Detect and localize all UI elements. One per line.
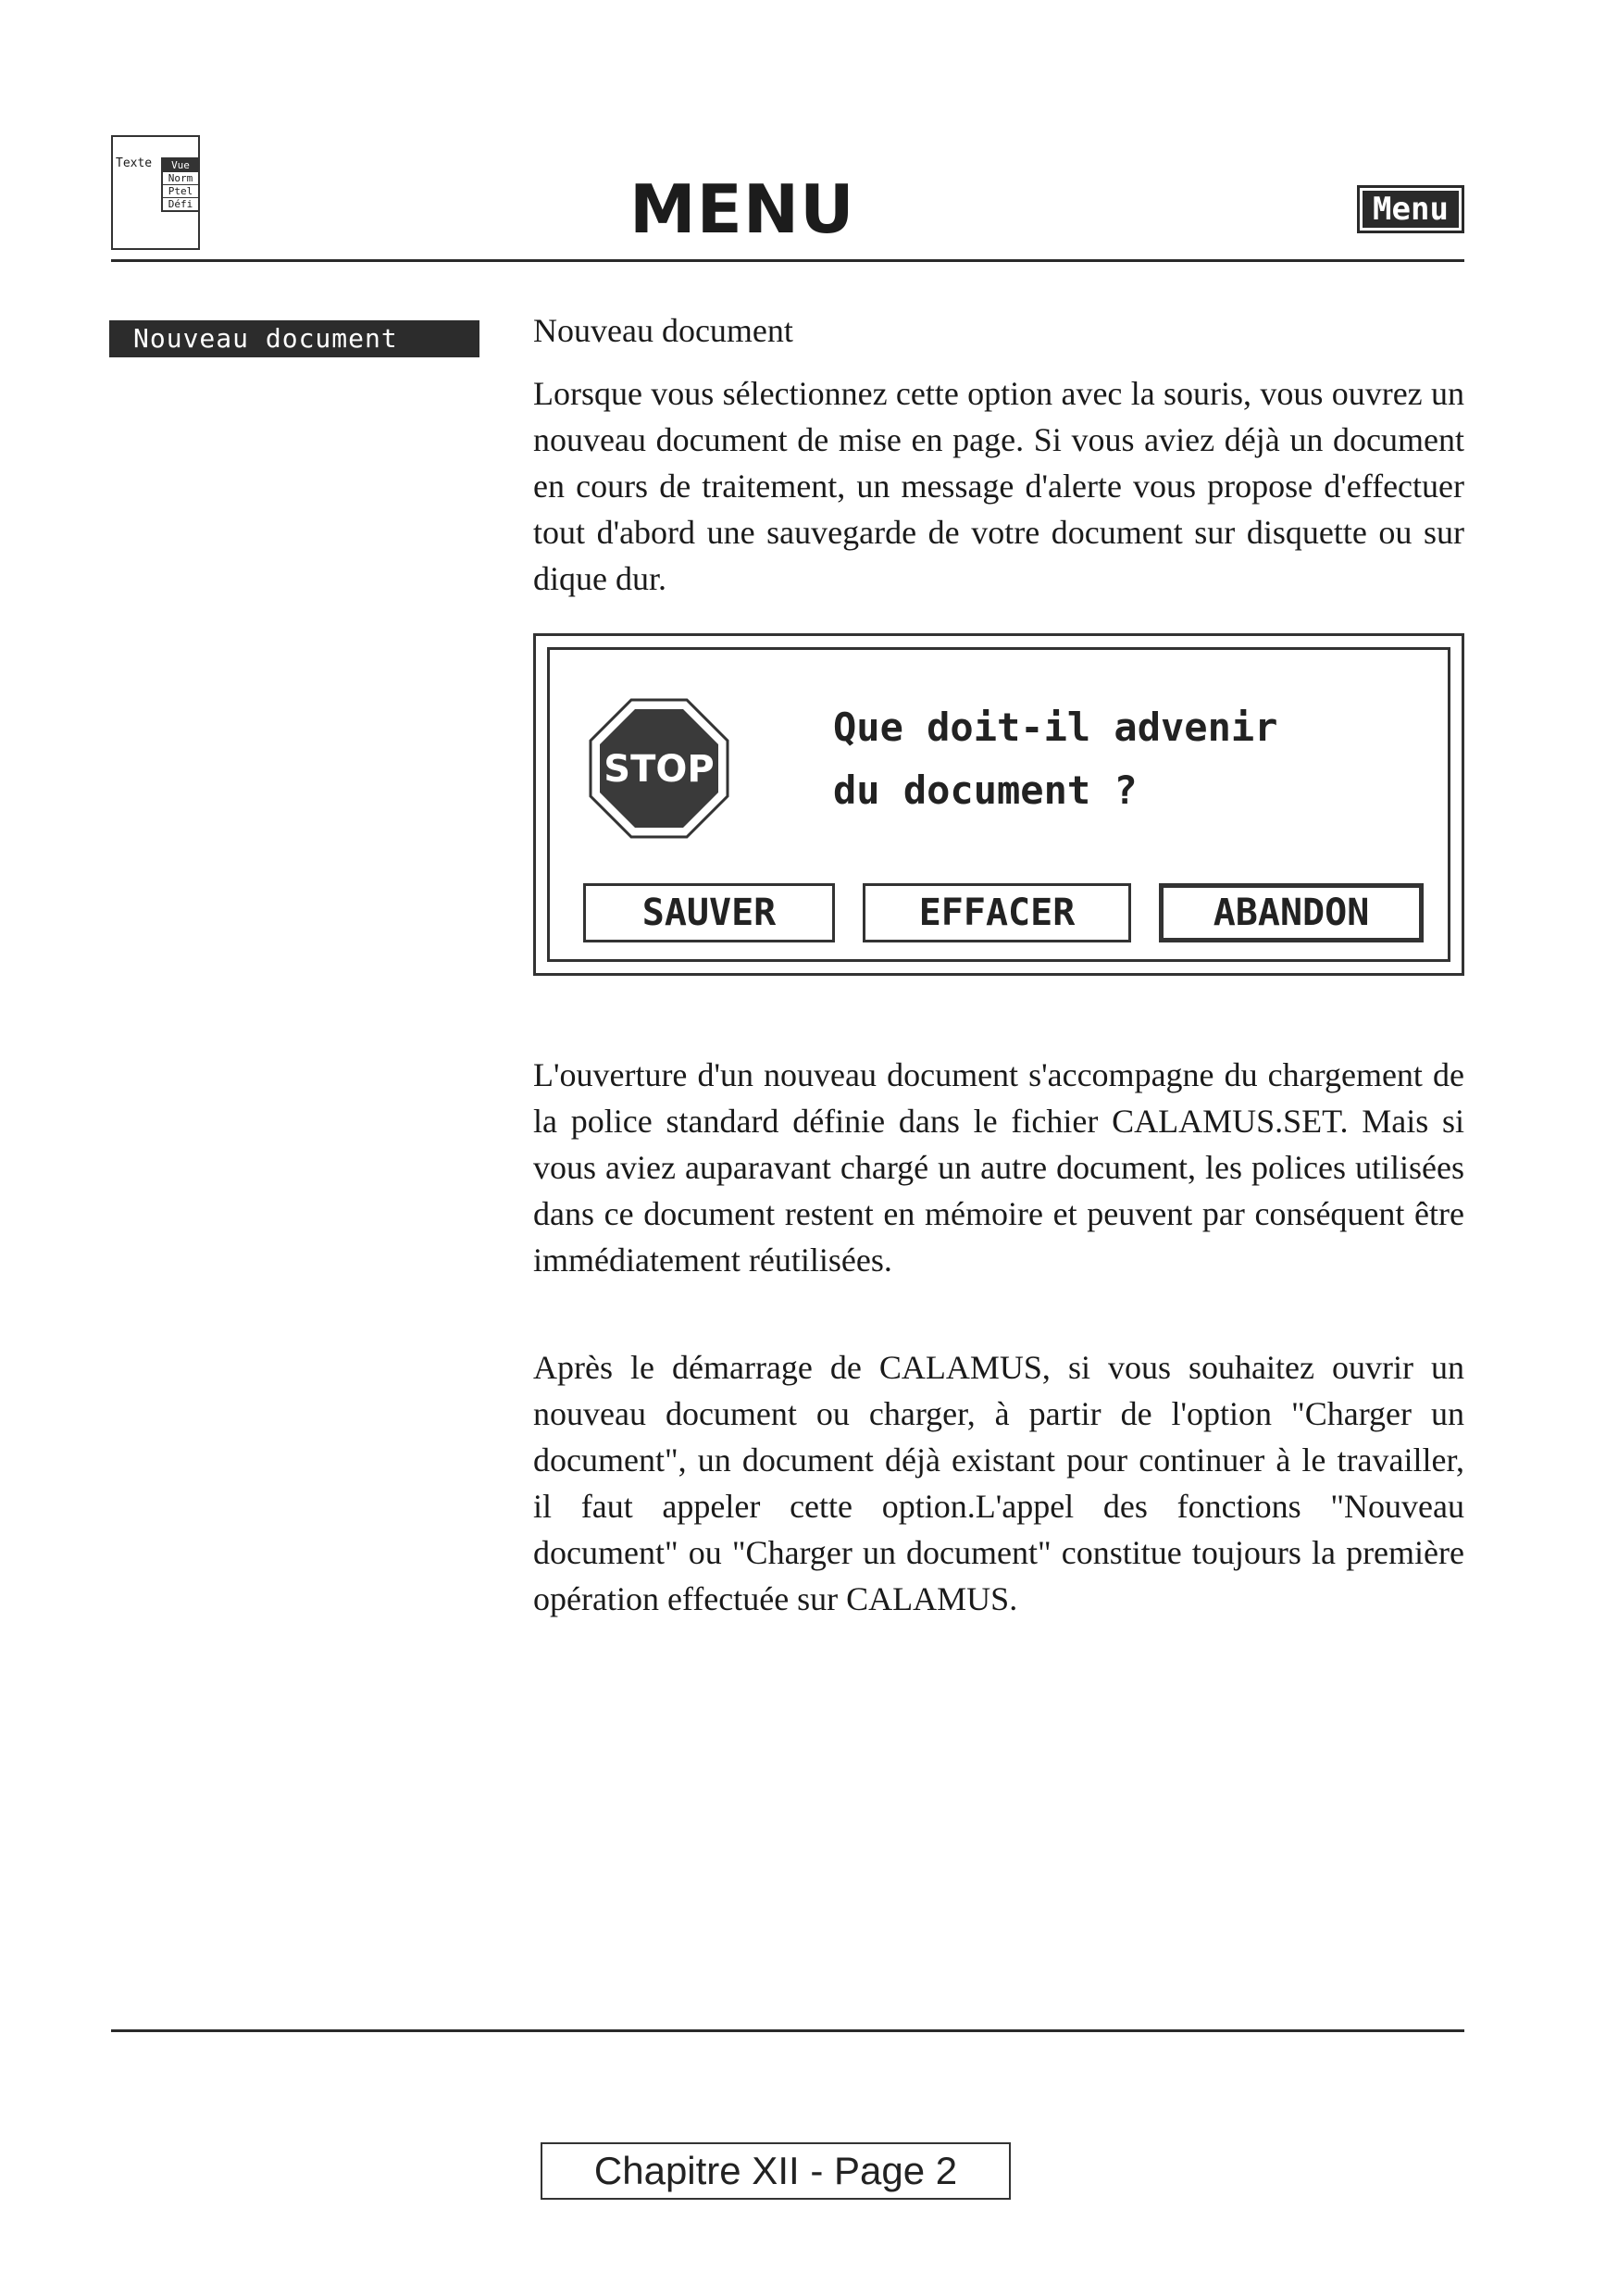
mini-menu-item-vue: Vue (163, 159, 198, 172)
menu-badge: Menu (1357, 185, 1464, 233)
stop-sign-icon (585, 694, 733, 842)
footer-divider (111, 2029, 1464, 2032)
mini-menu-texte-label: Texte (116, 156, 153, 170)
erase-button[interactable]: EFFACER (863, 883, 1131, 942)
alert-message-line-1: Que doit-il advenir (833, 705, 1278, 750)
mini-menu-submenu (161, 157, 200, 212)
save-button[interactable]: SAUVER (583, 883, 835, 942)
header-divider (111, 259, 1464, 262)
stop-sign-label: STOP (604, 748, 715, 791)
page-title: MENU (629, 170, 855, 248)
paragraph-first-operation: Après le démarrage de CALAMUS, si vous souhaitez ouvrir un nouveau document ou charger, à partir de l'option "Charger un document", un document déjà existant pour continuer à le travailler, il faut appeler cette option.L'appel des fonctions "Nouveau document" ou "Charger un document" constitue toujours la première opération effectuée sur CALAMUS. (533, 1349, 1464, 1617)
paragraph-font-loading: L'ouverture d'un nouveau document s'accompagne du chargement de la police standard définie dans le fichier CALAMUS.SET. Mais si vous aviez auparavant chargé un autre document, les polices utilisées dans ce document restent en mémoire et peuvent par conséquent être immédiatement réutilisées. (533, 1056, 1464, 1279)
alert-dialog-frame (547, 647, 1450, 962)
mini-menu-item-norm: Norm (163, 172, 198, 185)
mini-menu-thumbnail (111, 135, 200, 250)
mini-menu-item-ptel: Ptel (163, 185, 198, 198)
alert-dialog (533, 633, 1464, 976)
paragraph-intro: Lorsque vous sélectionnez cette option avec la souris, vous ouvrez un nouveau document de mise en page. Si vous aviez déjà un document en cours de traitement, un message d'alerte vous propose d'effectuer tout d'abord une sauvegarde de votre document sur disquette ou sur dique dur. (533, 375, 1464, 597)
section-title: Nouveau document (533, 312, 793, 349)
alert-message (833, 696, 1277, 822)
page-number-box: Chapitre XII - Page 2 (541, 2142, 1011, 2200)
alert-message-line-2: du document ? (833, 767, 1138, 813)
mini-menu-item-defi: Défi (168, 198, 193, 210)
sidebar-label-nouveau-document: Nouveau document (109, 320, 479, 357)
cancel-button[interactable]: ABANDON (1159, 883, 1424, 942)
